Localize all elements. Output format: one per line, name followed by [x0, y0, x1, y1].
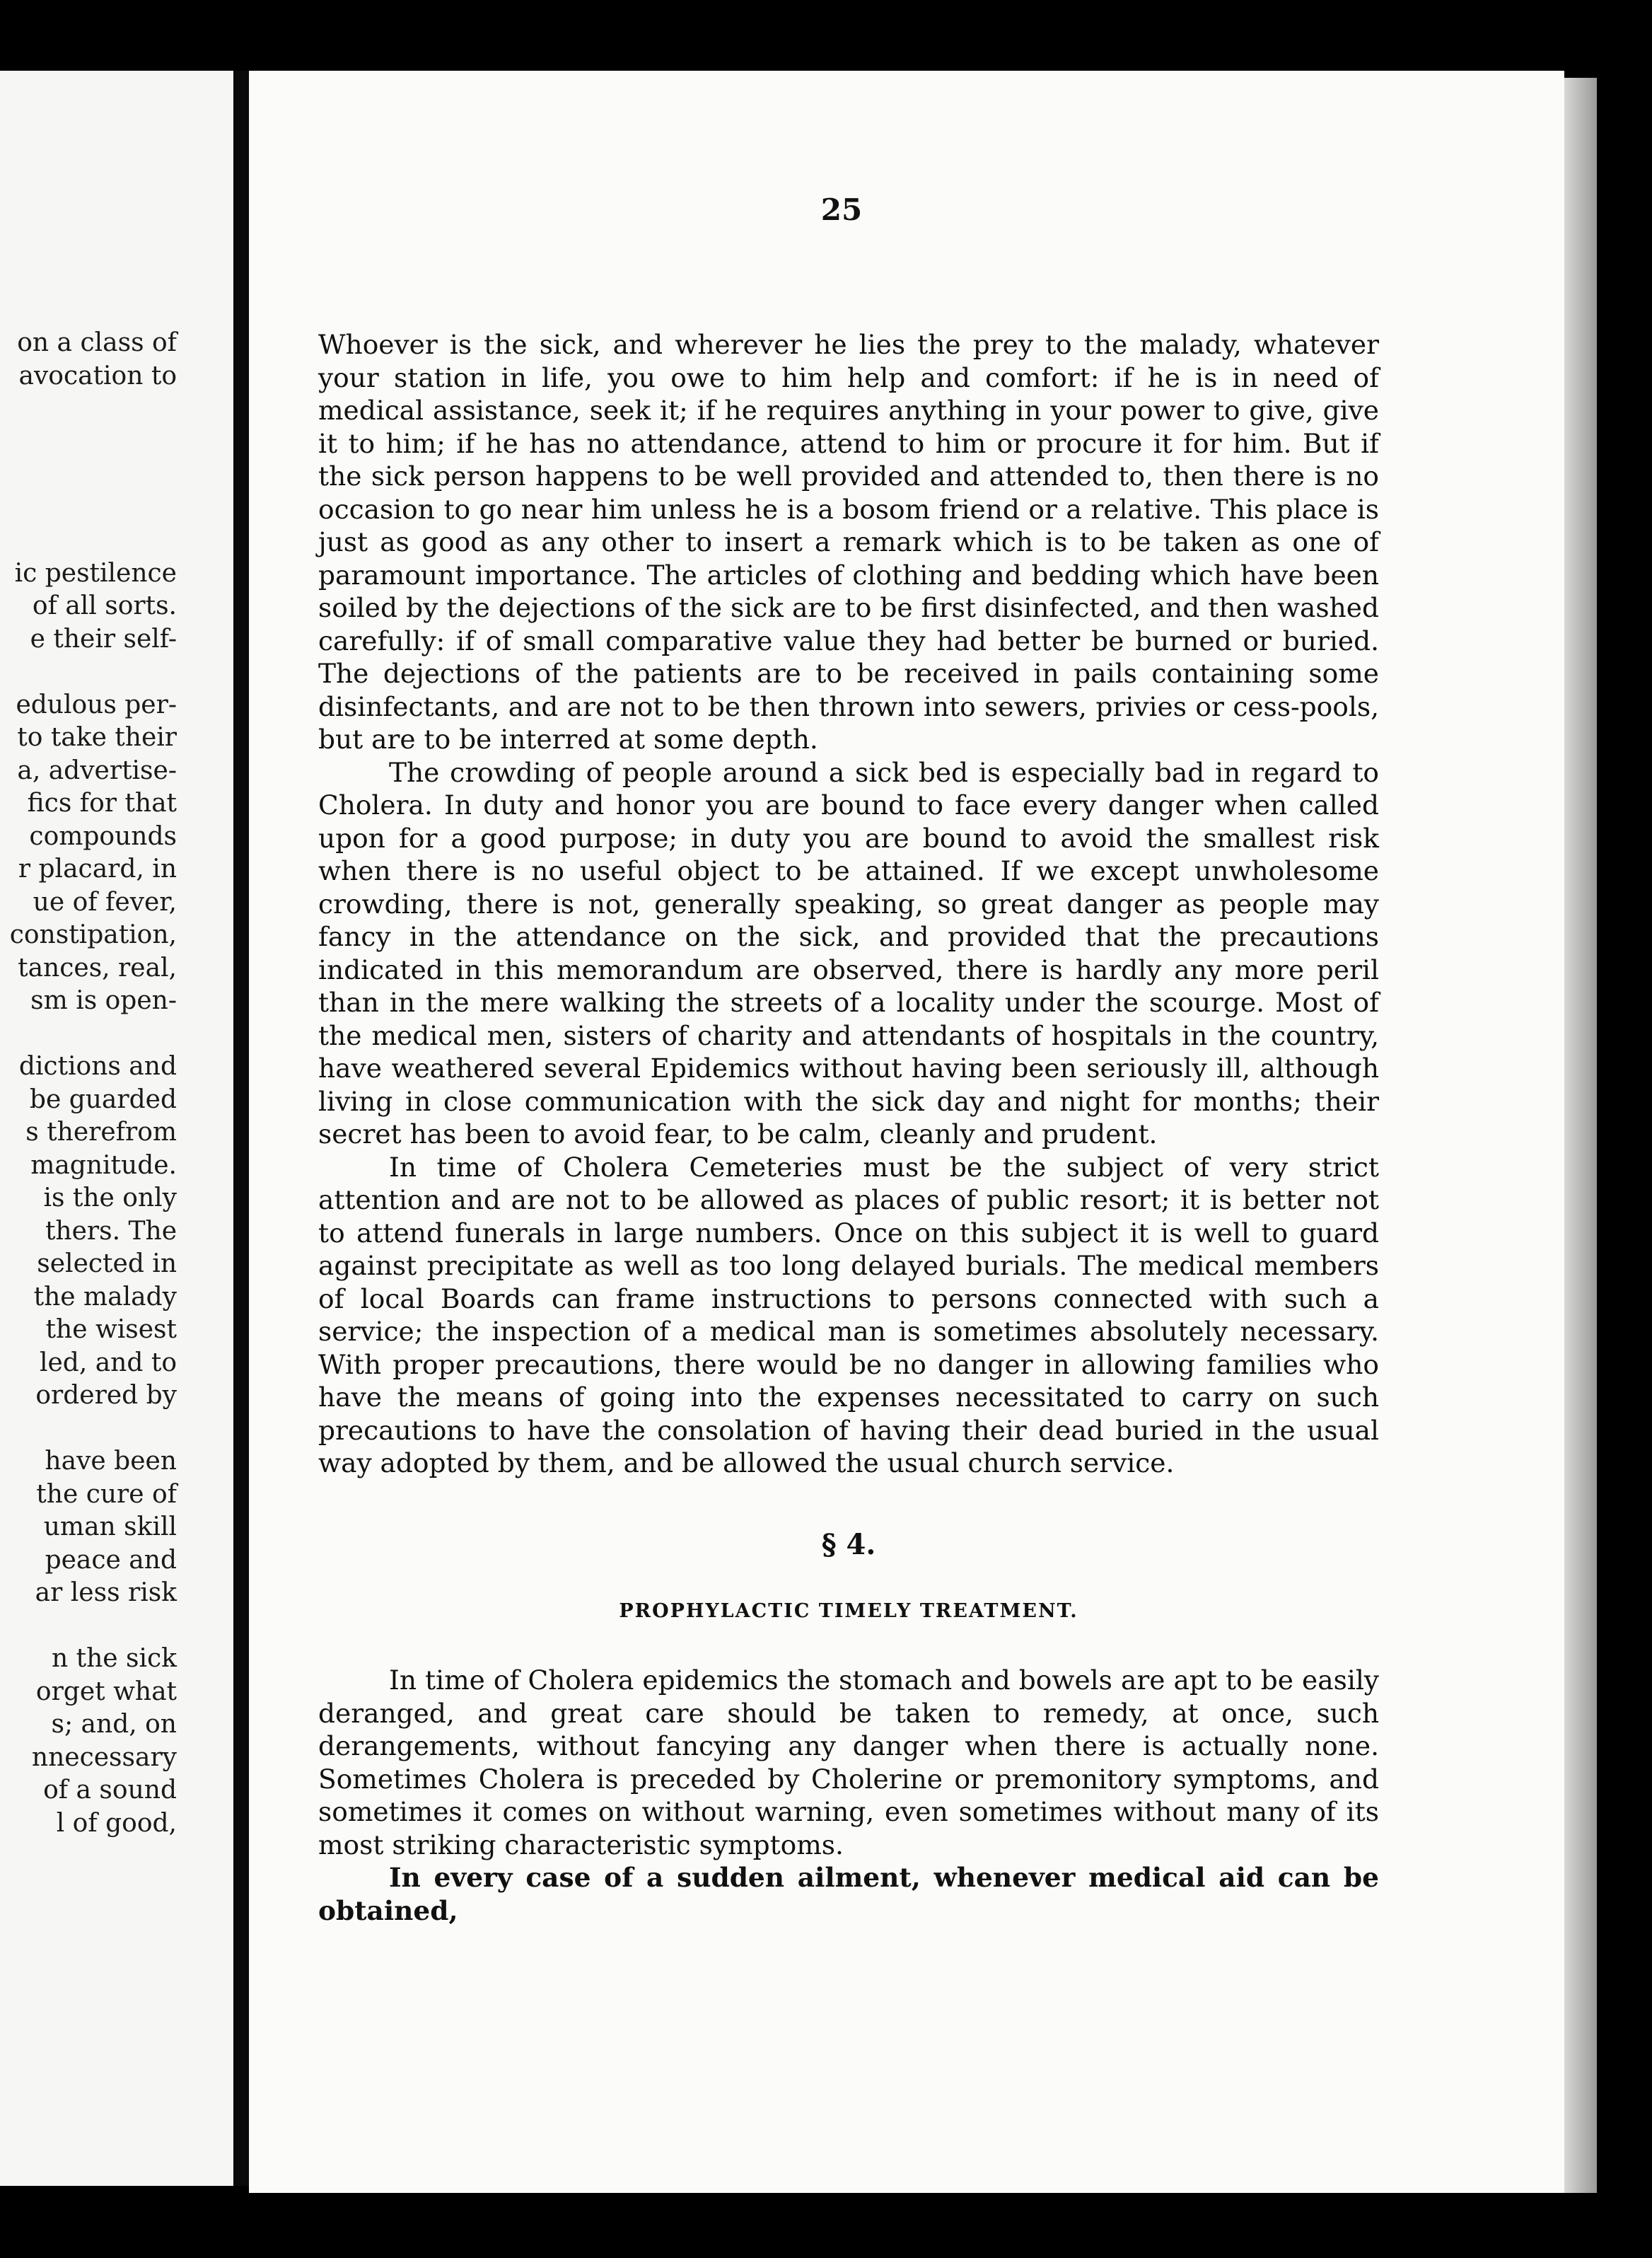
paragraph: Whoever is the sick, and wherever he lies the prey to the malady, whatever your station in life, you owe to him help and comfort: if he is in need of medical assistance, seek it; if he requires anything in your power to give, give it to him; if he has no attendance, attend to him or procure it for him. But if the sick person happens to be well provided and attended to, then there is no occasion to go near him unless he is a bosom friend or a relative. This place is just as good as any other to insert a remark which is to be taken as one of paramount importance. The articles of clothing and bedding which have been soiled by the dejections of the sick are to be first disinfected, and then washed carefully: if of small comparative value they had better be burned or buried. The dejections of the patients are to be received in pails containing some disinfectants, and are not to be then thrown into sewers, privies or cess-pools, but are to be interred at some depth. [318, 329, 1379, 755]
left-page-line: of a sound [43, 1776, 177, 1805]
left-page-line: led, and to [39, 1348, 177, 1377]
left-page-line: fics for that [27, 789, 177, 818]
paragraph: In time of Cholera Cemeteries must be the subject of very strict attention and are not to be allowed as places of public resort; it is better not to attend funerals in large numbers. Once on this subject it is well to guard against precipitate as well as too long delayed burials. The medical members of local Boards can frame instructions to persons connected with such a service; the inspection of a medical man is sometimes absolutely necessary. With proper precautions, there would be no danger in allowing families who have the means of going into the expenses necessitated to carry on such precautions to have the consolation of having their dead buried in the usual way adopted by them, and be allowed the usual church service. [318, 1151, 1379, 1478]
paragraph: The crowding of people around a sick bed is especially bad in regard to Cholera. In duty and honor you are bound to face every danger when called upon for a good purpose; in duty you are bound to avoid the smallest risk when there is no useful object to be attained. If we except unwholesome crowding, there is not, generally speaking, so great danger as people may fancy in the attendance on the sick, and provided that the precautions indicated in this memorandum are observed, there is hardly any more peril than in the mere walking the streets of a locality under the scourge. Most of the medical men, sisters of charity and attendants of hospitals in the country, have weathered several Epidemics without having been seriously ill, although living in close communication with the sick day and night for months; their secret has been to avoid fear, to be calm, cleanly and prudent. [318, 756, 1379, 1150]
left-page-line: nnecessary [31, 1742, 177, 1772]
paragraph: In every case of a sudden ailment, whenever medical aid can be obtained, [318, 1862, 1379, 1926]
left-page-line: ic pestilence [14, 558, 177, 588]
left-page-line: compounds [29, 821, 177, 851]
left-page-line: orget what [35, 1677, 177, 1706]
left-page-line: tances, real, [18, 953, 177, 983]
main-text [318, 328, 1379, 1480]
left-page-line: s therefrom [25, 1118, 177, 1147]
left-page-line: the cure of [36, 1479, 177, 1509]
left-page-line: be guarded [29, 1084, 177, 1114]
left-page-line: dictions and [18, 1052, 177, 1081]
left-page-line: the malady [33, 1282, 177, 1312]
left-page-line: ue of fever, [33, 887, 177, 917]
left-page-line: ordered by [35, 1381, 177, 1410]
left-page-line: ar less risk [35, 1578, 177, 1607]
page-edge [1564, 78, 1597, 2193]
left-page-line: edulous per- [16, 690, 177, 719]
section-number: § 4. [821, 1528, 876, 1561]
left-page [0, 71, 233, 2186]
paragraph: In time of Cholera epidemics the stomach and bowels are apt to be easily deranged, and great care should be taken to remedy, at once, such derangements, without fancying any danger when there is actually none. Sometimes Cholera is preceded by Cholerine or premonitory symptoms, and sometimes it comes on without warning, even sometimes without many of its most striking characteristic symptoms. [318, 1664, 1379, 1860]
left-page-line: peace and [45, 1545, 177, 1575]
left-page-line: avocation to [18, 361, 177, 390]
page-number: 25 [820, 192, 863, 227]
left-page-line: magnitude. [30, 1150, 177, 1180]
left-page-line: is the only [43, 1183, 177, 1212]
section-text [318, 1664, 1379, 1927]
left-page-line: thers. The [45, 1216, 177, 1246]
left-page-line: have been [45, 1447, 177, 1476]
left-page-line: selected in [37, 1249, 177, 1278]
left-page-line: l of good, [56, 1808, 177, 1838]
left-page-line: the wisest [45, 1315, 177, 1344]
section-heading: PROPHYLACTIC TIMELY TREATMENT. [619, 1600, 1078, 1622]
left-page-line: a, advertise- [17, 755, 177, 785]
left-page-line: uman skill [43, 1512, 177, 1541]
left-page-line: n the sick [52, 1644, 177, 1673]
left-page-line: on a class of [17, 328, 177, 357]
left-page-line: sm is open- [30, 986, 177, 1015]
book-gutter [233, 71, 249, 2186]
left-page-line: to take their [17, 723, 177, 752]
left-page-line: s; and, on [51, 1710, 177, 1739]
left-page-line: of all sorts. [32, 591, 177, 620]
left-page-line: constipation, [9, 920, 177, 949]
left-page-line: r placard, in [18, 855, 177, 884]
left-page-line: e their self- [30, 624, 177, 654]
